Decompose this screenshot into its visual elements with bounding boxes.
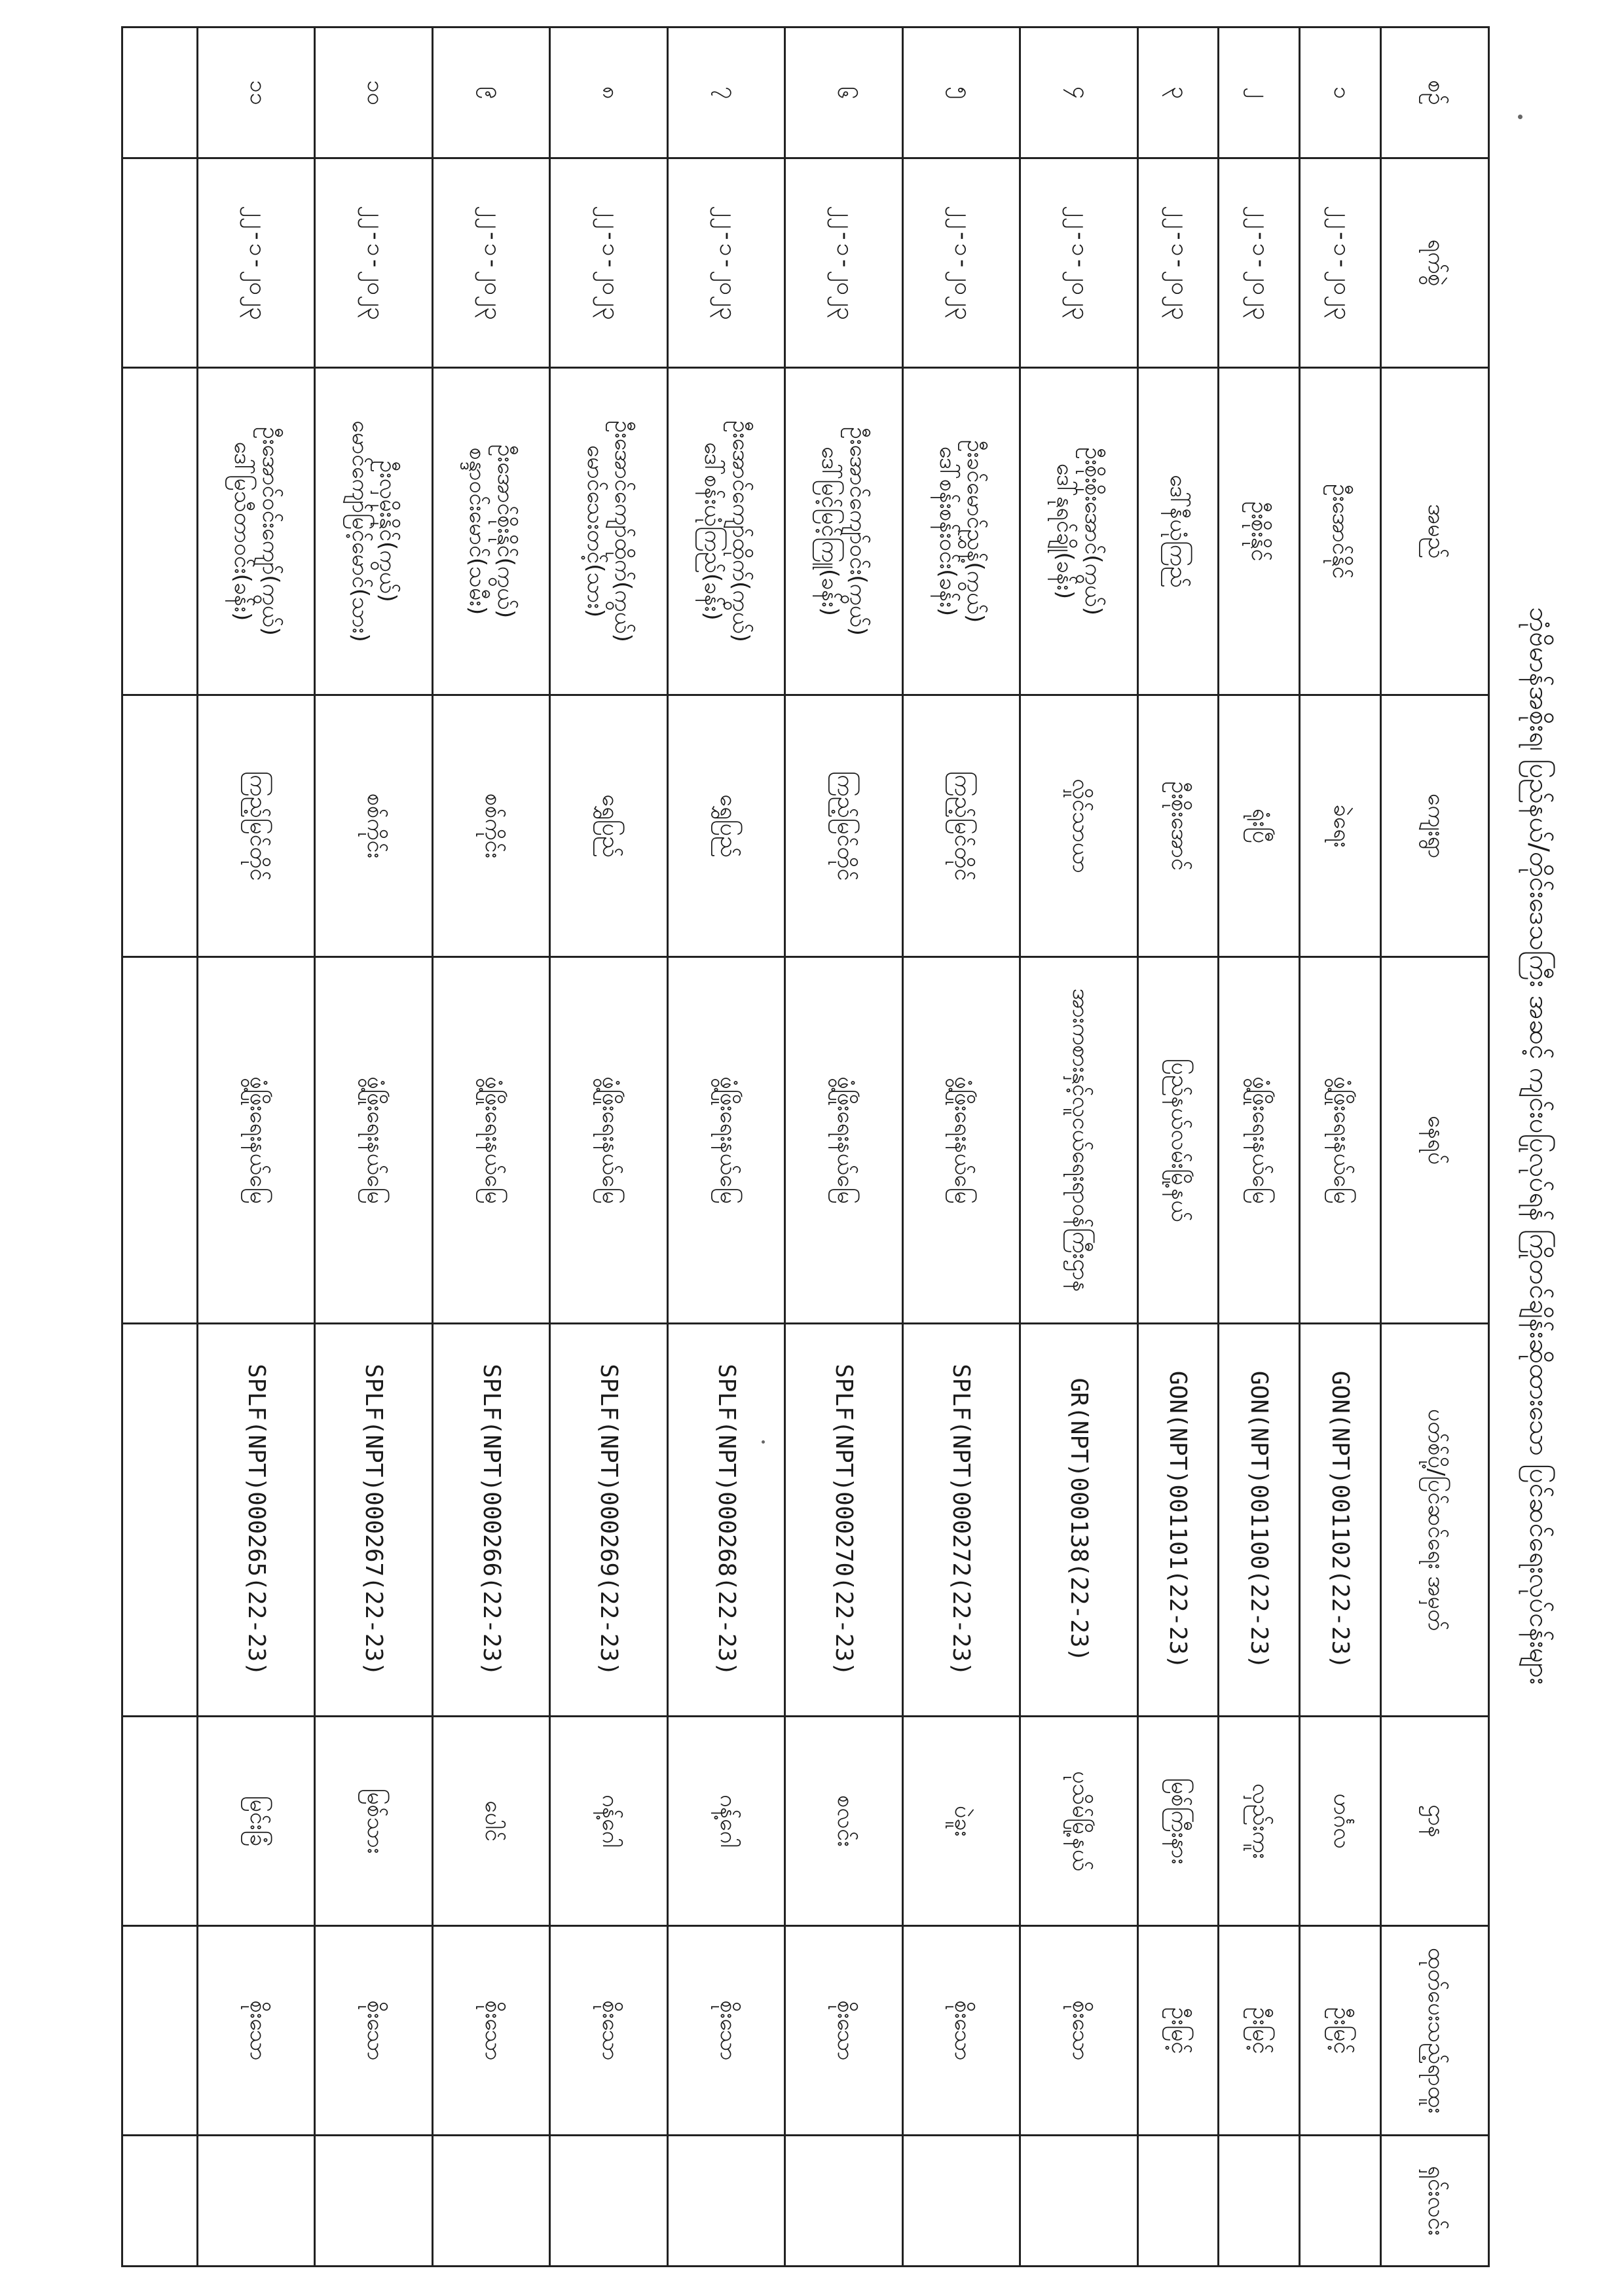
- cell-date: ၂၂-၁-၂၀၂၃: [198, 158, 316, 368]
- cell-no: ၉: [432, 27, 549, 158]
- cell-no: ၃: [1137, 27, 1219, 158]
- cell-date: ၂၂-၁-၂၀၂၃: [1020, 158, 1137, 368]
- rotated-document: [121, 26, 1554, 2265]
- header-code: ပတ်စ်ပို့/ပြင်ဆင်ရေး အမှတ်: [1381, 1324, 1489, 1717]
- empty-cell: [122, 27, 198, 158]
- cell-date: ၂၂-၁-၂၀၂၃: [1219, 158, 1300, 368]
- scan-speck: [762, 1440, 765, 1444]
- cell-date: ၂၂-၁-၂၀၂၃: [667, 158, 784, 368]
- cell-remark: [198, 2136, 316, 2267]
- cell-remark: [550, 2136, 667, 2267]
- cell-date: ၂၂-၁-၂၀၂၃: [315, 158, 432, 368]
- empty-cell: [122, 2136, 198, 2267]
- table-row: [667, 27, 784, 2267]
- cell-officer: စိုးသော: [315, 1926, 432, 2136]
- empty-cell: [122, 957, 198, 1324]
- cell-no: ၁၀: [315, 27, 432, 158]
- cell-dept: လှည်းကူး: [1219, 1717, 1300, 1926]
- cell-dept: ဟင်္ဂလ: [1300, 1717, 1381, 1926]
- header-date: ရက်စွဲ: [1381, 158, 1489, 368]
- cell-remark: [1219, 2136, 1300, 2267]
- cell-place: ဖွံ့ဖြိုးရေးနယ်မြေ: [902, 957, 1020, 1324]
- cell-no: ၈: [550, 27, 667, 158]
- cell-officer: စိုးသော: [432, 1926, 549, 2136]
- cell-dept: မြင်းခြံ: [198, 1717, 316, 1926]
- cell-date: ၂၂-၁-၂၀၂၃: [432, 158, 549, 368]
- cell-village: စစ်ကိုင်း: [315, 695, 432, 957]
- cell-officer: စိုးသော: [550, 1926, 667, 2136]
- table-row: [550, 27, 667, 2267]
- header-row: [1381, 27, 1489, 2267]
- cell-remark: [315, 2136, 432, 2267]
- cell-dept: မြစ်သား: [315, 1717, 432, 1926]
- cell-officer: ဦးမြင့်: [1219, 1926, 1300, 2136]
- cell-date: ၂၂-၁-၂၀၂၃: [1300, 158, 1381, 368]
- cell-name: ဦးအောင်ကျော်ထိုက်(ကွယ်) ဒေါ်စန်းယုံကြည်(ခန်း): [667, 368, 784, 695]
- empty-cell: [122, 1324, 198, 1717]
- cell-remark: [667, 2136, 784, 2267]
- cell-code: SPLF(NPT)000269(22-23): [550, 1324, 667, 1717]
- cell-officer: စိုးသော: [902, 1926, 1020, 2136]
- cell-village: ကြည့်မြင်တိုင်: [785, 695, 902, 957]
- header-village: ကျေးရွာ: [1381, 695, 1489, 957]
- table-row: [1300, 27, 1381, 2267]
- cell-name: ဦးအောင်စိုးနိုင်(ကွယ်) စန္ဒာဝင်းမောင်(သမီး): [432, 368, 549, 695]
- cell-name: ဦးစိုးနိုင်: [1219, 368, 1300, 695]
- cell-name: ဦးလှမိုးနိုင်(ကွယ်) မောင်ကျော်မြင့်မောင်(သား): [315, 368, 432, 695]
- cell-no: ၆: [785, 27, 902, 158]
- empty-cell: [122, 368, 198, 695]
- cell-dept: ပုသိမ်မြို့နယ်: [1020, 1717, 1137, 1926]
- cell-code: SPLF(NPT)000265(22-23): [198, 1324, 316, 1717]
- cell-name: ဦးခင်မောင်ညွှန့်(ကွယ်) ဒေါ်စန်းစန်းဝင်း(ခန်း): [902, 368, 1020, 695]
- cell-place: ဖွံ့ဖြိုးရေးနယ်မြေ: [432, 957, 549, 1324]
- cell-code: SPLF(NPT)000266(22-23): [432, 1324, 549, 1717]
- cell-village: လှိုင်သာယာ: [1020, 695, 1137, 957]
- cell-dept: ပေါင်: [432, 1717, 549, 1926]
- cell-no: ၁: [1300, 27, 1381, 158]
- cell-date: ၂၂-၁-၂၀၂၃: [902, 158, 1020, 368]
- cell-dept: ဂန့်ဂေါ: [667, 1717, 784, 1926]
- cell-date: ၂၂-၁-၂၀၂၃: [1137, 158, 1219, 368]
- cell-dept: ပဲခူး: [902, 1717, 1020, 1926]
- cell-name: ဒေါ်နီယုံကြည်: [1137, 368, 1219, 695]
- empty-cell: [122, 158, 198, 368]
- cell-no: ၂: [1219, 27, 1300, 158]
- cell-dept: မြစ်ကြီးနား: [1137, 1717, 1219, 1926]
- cell-village: ရွှေပြည်: [550, 695, 667, 957]
- header-dept: ဌာန: [1381, 1717, 1489, 1926]
- empty-row: [122, 27, 198, 2267]
- cell-remark: [432, 2136, 549, 2267]
- table-row: [198, 27, 316, 2267]
- cell-officer: ဦးမြင့်: [1300, 1926, 1381, 2136]
- table-row: [1137, 27, 1219, 2267]
- cell-place: ဖွံ့ဖြိုးရေးနယ်မြေ: [1300, 957, 1381, 1324]
- register-table: [121, 26, 1490, 2267]
- empty-cell: [122, 1717, 198, 1926]
- cell-place: ဖွံ့ဖြိုးရေးနယ်မြေ: [198, 957, 316, 1324]
- cell-no: ၇: [667, 27, 784, 158]
- cell-place: ပြည်နယ်လမ်းမြို့နယ်: [1137, 957, 1219, 1324]
- cell-code: GR(NPT)000138(22-23): [1020, 1324, 1137, 1717]
- cell-village: ရွှေပြည်: [667, 695, 784, 957]
- header-officer: ထုတ်ပေးသည့်ရာထူး: [1381, 1926, 1489, 2136]
- cell-date: ၂၂-၁-၂၀၂၃: [550, 158, 667, 368]
- empty-cell: [122, 695, 198, 957]
- cell-name: ဦးစိုးစိုးအောင်(ကွယ်) ဒေါ်နုရင်ချို(ခန်း): [1020, 368, 1137, 695]
- cell-remark: [1137, 2136, 1219, 2267]
- cell-officer: စိုးသော: [667, 1926, 784, 2136]
- register-body: [122, 27, 1381, 2267]
- cell-village: ကြည့်မြင်တိုင်: [902, 695, 1020, 957]
- cell-code: GON(NPT)001100(22-23): [1219, 1324, 1300, 1717]
- cell-name: ဦးအောင်နိုင်: [1300, 368, 1381, 695]
- header-place: နေရပ်: [1381, 957, 1489, 1324]
- scan-speck: [1518, 115, 1522, 119]
- cell-village: ခဲရေး: [1300, 695, 1381, 957]
- cell-place: ဖွံ့ဖြိုးရေးနယ်မြေ: [785, 957, 902, 1324]
- header-no: စဉ်: [1381, 27, 1489, 158]
- cell-remark: [1020, 2136, 1137, 2267]
- cell-remark: [785, 2136, 902, 2267]
- cell-code: GON(NPT)001102(22-23): [1300, 1324, 1381, 1717]
- cell-name: ဦးအောင်ကျော်ဝင်း(ကွယ်) ဒေါ်မြင့်မြင့်ကြူ(ခန်း): [785, 368, 902, 695]
- cell-name: ဦးအောင်ကျော်ထိုက်(ကွယ်) မောင်သေးတင့်(သား): [550, 368, 667, 695]
- cell-code: SPLF(NPT)000268(22-23): [667, 1324, 784, 1717]
- cell-officer: စိုးသော: [785, 1926, 902, 2136]
- table-row: [785, 27, 902, 2267]
- cell-officer: စိုးသော: [198, 1926, 316, 2136]
- cell-dept: စလင်း: [785, 1717, 902, 1926]
- cell-officer: စိုးသော: [1020, 1926, 1137, 2136]
- empty-cell: [122, 1926, 198, 2136]
- table-row: [1020, 27, 1137, 2267]
- cell-no: ၁၁: [198, 27, 316, 158]
- cell-no: ၄: [1020, 27, 1137, 158]
- cell-place: အားကစားနှင့်လူငယ်ရေးရာဝန်ကြီးဌာန: [1020, 957, 1137, 1324]
- cell-officer: ဦးမြင့်: [1137, 1926, 1219, 2136]
- cell-code: SPLF(NPT)000267(22-23): [315, 1324, 432, 1717]
- cell-place: ဖွံ့ဖြိုးရေးနယ်မြေ: [550, 957, 667, 1324]
- table-row: [315, 27, 432, 2267]
- cell-code: SPLF(NPT)000270(22-23): [785, 1324, 902, 1717]
- cell-village: ရုံးပြီ: [1219, 695, 1300, 957]
- cell-village: ဦးစိုးအောင်: [1137, 695, 1219, 957]
- cell-village: စစ်ကိုင်း: [432, 695, 549, 957]
- cell-code: GON(NPT)001101(22-23): [1137, 1324, 1219, 1717]
- cell-dept: ဂန့်ဂေါ: [550, 1717, 667, 1926]
- header-remark: ရှင်းလင်း: [1381, 2136, 1489, 2267]
- header-name: အမည်: [1381, 368, 1489, 695]
- table-row: [432, 27, 549, 2267]
- cell-no: ၅: [902, 27, 1020, 158]
- page-title: ဘုံဗိမာန်အစိုးရ၊ ပြည်နယ်/တိုင်းဒေသကြီး အဆင့် ကျင်းပပြုလုပ်ရန် ကြိုတင်ချိန်းဆိုထားသော ပြင်ဆင်ရေးလုပ်ငန်းများ: [1524, 607, 1554, 1685]
- cell-village: ကြည့်မြင်တိုင်: [198, 695, 316, 957]
- cell-place: ဖွံ့ဖြိုးရေးနယ်မြေ: [667, 957, 784, 1324]
- table-row: [1219, 27, 1300, 2267]
- cell-code: SPLF(NPT)000272(22-23): [902, 1324, 1020, 1717]
- cell-date: ၂၂-၁-၂၀၂၃: [785, 158, 902, 368]
- table-row: [902, 27, 1020, 2267]
- cell-place: ဖွံ့ဖြိုးရေးနယ်မြေ: [1219, 957, 1300, 1324]
- cell-name: ဦးအောင်ဝင်းကျော်(ကွယ်) ဒေါ်မြသီတာဝင်း(ခန်း): [198, 368, 316, 695]
- cell-remark: [1300, 2136, 1381, 2267]
- cell-place: ဖွံ့ဖြိုးရေးနယ်မြေ: [315, 957, 432, 1324]
- cell-remark: [902, 2136, 1020, 2267]
